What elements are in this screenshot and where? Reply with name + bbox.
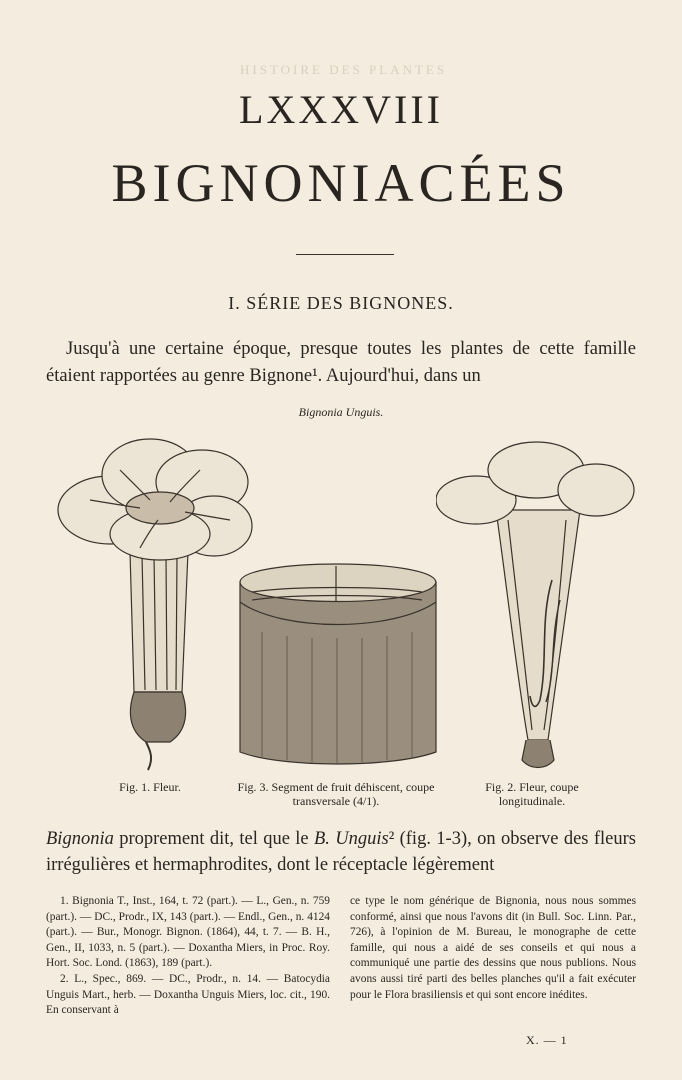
species-name: B. Unguis xyxy=(313,829,389,849)
series-heading: I. SÉRIE DES BIGNONES. xyxy=(228,293,454,313)
fruit-segment-illustration xyxy=(232,552,442,772)
flower-section-illustration xyxy=(436,440,636,780)
body-text-lead: proprement dit, tel que le xyxy=(113,829,314,849)
figure-caption: Bignonia Unguis. xyxy=(298,405,384,419)
intro-paragraph xyxy=(46,336,636,390)
footnote-1: 1. Bignonia T., Inst., 164, t. 72 (part.). — L., Gen., n. 759 (part.). — DC., Prodr., IX, 143 (part.). — Endl., Gen., n. 4124 (part.). — Bur., Monogr. Bignon. (1864), 44, t. 7. — B. H., Gen., II, 1033, n. 5 (part.). — Doxantha Miers, in Proc. Roy. Hort. Soc. Lond. (1863), 189 (part.). xyxy=(46,895,330,970)
footnote-2: 2. L., Spec., 869. — DC., Prodr., n. 14. — Batocydia Unguis Mart., herb. — Doxantha Unguis Miers, loc. cit., 190. En conservant à xyxy=(46,972,330,1017)
body-paragraph xyxy=(46,826,636,878)
figure-2-label: Fig. 2. Fleur, coupe longitudinale. xyxy=(485,780,579,808)
title-rule xyxy=(296,254,394,255)
chapter-title: BIGNONIACÉES xyxy=(111,153,571,213)
genus-name: Bignonia xyxy=(46,829,114,849)
footnotes-left-column xyxy=(46,894,330,1019)
folio: X. — 1 xyxy=(526,1033,568,1047)
chapter-number: LXXXVIII xyxy=(239,87,443,132)
bleed-through-text: HISTOIRE DES PLANTES xyxy=(240,62,448,77)
flower-illustration xyxy=(50,430,260,775)
intro-text: Jusqu'à une certaine époque, presque toutes les plantes de cette famille étaient rapportées au genre Bignone¹. Aujourd'hui, dans un xyxy=(46,339,636,386)
footnotes-right-column xyxy=(350,894,636,1003)
footnote-continuation: ce type le nom générique de Bignonia, nous nous sommes conformé, ainsi que nous l'avons dit (in Bull. Soc. Linn. Par., 726), à l'opinion de M. Bureau, le monographe de cette famille, qui nous a aidé de ses conseils et qui nous a communiqué une partie des dessins que nous publions. Nous avons aussi tiré parti des belles planches qu'il a fait exécuter pour le Flora brasiliensis et qui sont encore inédites. xyxy=(350,895,636,1001)
body-text-rest: ² (fig. 1-3), on observe des fleurs irrégulières et hermaphrodites, dont le réceptacle légèrement xyxy=(46,829,636,875)
figure-1-label: Fig. 1. Fleur. xyxy=(119,780,181,794)
figure-3-label: Fig. 3. Segment de fruit déhiscent, coupe transversale (4/1). xyxy=(237,780,435,808)
